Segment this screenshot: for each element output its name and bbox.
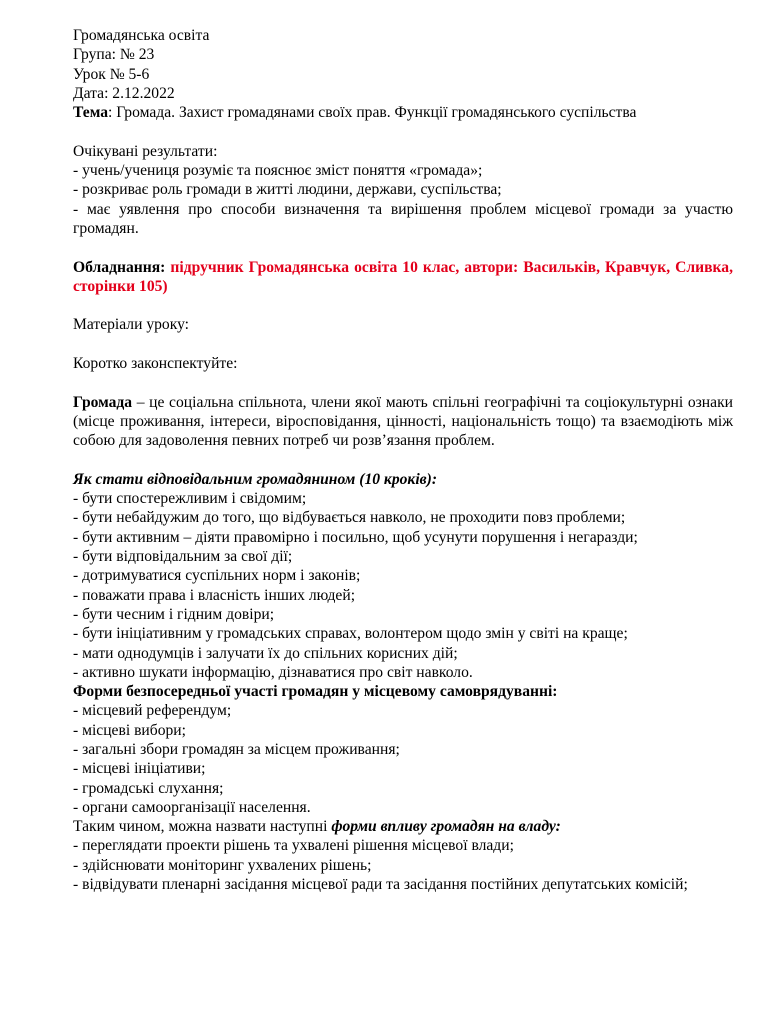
topic-text: : Громада. Захист громадянами своїх прав. Функції громадянського суспільства [108, 104, 637, 122]
instruction-line: Коротко законспектуйте: [73, 355, 238, 373]
influence-item: - відвідувати пленарні засідання місцевої ради та засідання постійних депутатських комісій; [73, 876, 688, 894]
topic-line [73, 103, 733, 122]
steps-item: - бути небайдужим до того, що відбувається навколо, не проходити повз проблеми; [73, 509, 626, 527]
date-line: Дата: 2.12.2022 [73, 84, 175, 102]
steps-item: - бути ініціативним у громадських справах, волонтером щодо змін у світі на краще; [73, 625, 628, 643]
forms-item: - органи самоорганізації населення. [73, 798, 311, 816]
forms-item: - місцеві вибори; [73, 721, 186, 739]
group-line: Група: № 23 [73, 46, 155, 64]
influence-emphasis: форми впливу громадян на владу: [331, 818, 561, 836]
expected-item: - має уявлення про способи визначення та вирішення проблем місцевої громади за участю громадян. [73, 200, 733, 237]
forms-heading: Форми безпосередньої участі громадян у місцевому самоврядуванні: [73, 683, 558, 701]
equipment-label: Обладнання: [73, 258, 166, 276]
materials-line: Матеріали уроку: [73, 316, 190, 334]
expected-item: - учень/учениця розуміє та пояснює зміст поняття «громада»; [73, 162, 483, 180]
steps-item: - мати однодумців і залучати їх до спільних корисних дій; [73, 644, 458, 662]
equipment-text: підручник Громадянська освіта 10 клас, автори: Васильків, Кравчук, Сливка, сторінки 105) [73, 258, 733, 295]
expected-heading: Очікувані результати: [73, 142, 218, 160]
influence-item: - здійснювати моніторинг ухвалених рішень; [73, 856, 372, 874]
steps-item: - дотримуватися суспільних норм і законів; [73, 567, 361, 585]
equipment-paragraph [73, 258, 733, 297]
topic-label: Тема [73, 104, 109, 122]
lesson-line: Урок № 5-6 [73, 65, 150, 83]
influence-lead: Таким чином, можна назвати наступні [73, 818, 332, 836]
steps-item: - бути відповідальним за свої дії; [73, 548, 293, 566]
influence-item: - переглядати проекти рішень та ухвалені рішення місцевої влади; [73, 837, 514, 855]
steps-item: - активно шукати інформацію, дізнаватися про світ навколо. [73, 663, 473, 681]
forms-item: - місцевий референдум; [73, 702, 232, 720]
steps-item: - бути активним – діяти правомірно і посильно, щоб усунути порушення і негаразди; [73, 528, 638, 546]
definition-text: – це соціальна спільнота, члени якої мають спільні географічні та соціокультурні ознаки (місце проживання, інтереси, віросповідання, цінності, національність тощо) та взаємодіють між собою для задоволення певних потреб чи розв’язання проблем. [73, 393, 733, 450]
influence-intro [73, 817, 733, 836]
definition-term: Громада [73, 393, 133, 411]
forms-item: - громадські слухання; [73, 779, 224, 797]
expected-item: - розкриває роль громади в житті людини, держави, суспільства; [73, 181, 502, 199]
subject-line: Громадянська освіта [73, 27, 210, 44]
document-body [73, 26, 733, 894]
definition-paragraph [73, 393, 733, 451]
steps-heading: Як стати відповідальним громадянином (10 кроків): [73, 470, 438, 488]
steps-item: - бути чесним і гідним довіри; [73, 605, 275, 623]
forms-item: - місцеві ініціативи; [73, 760, 206, 778]
forms-item: - загальні збори громадян за місцем проживання; [73, 740, 400, 758]
steps-item: - бути спостережливим і свідомим; [73, 490, 307, 508]
steps-item: - поважати права і власність інших людей; [73, 586, 356, 604]
